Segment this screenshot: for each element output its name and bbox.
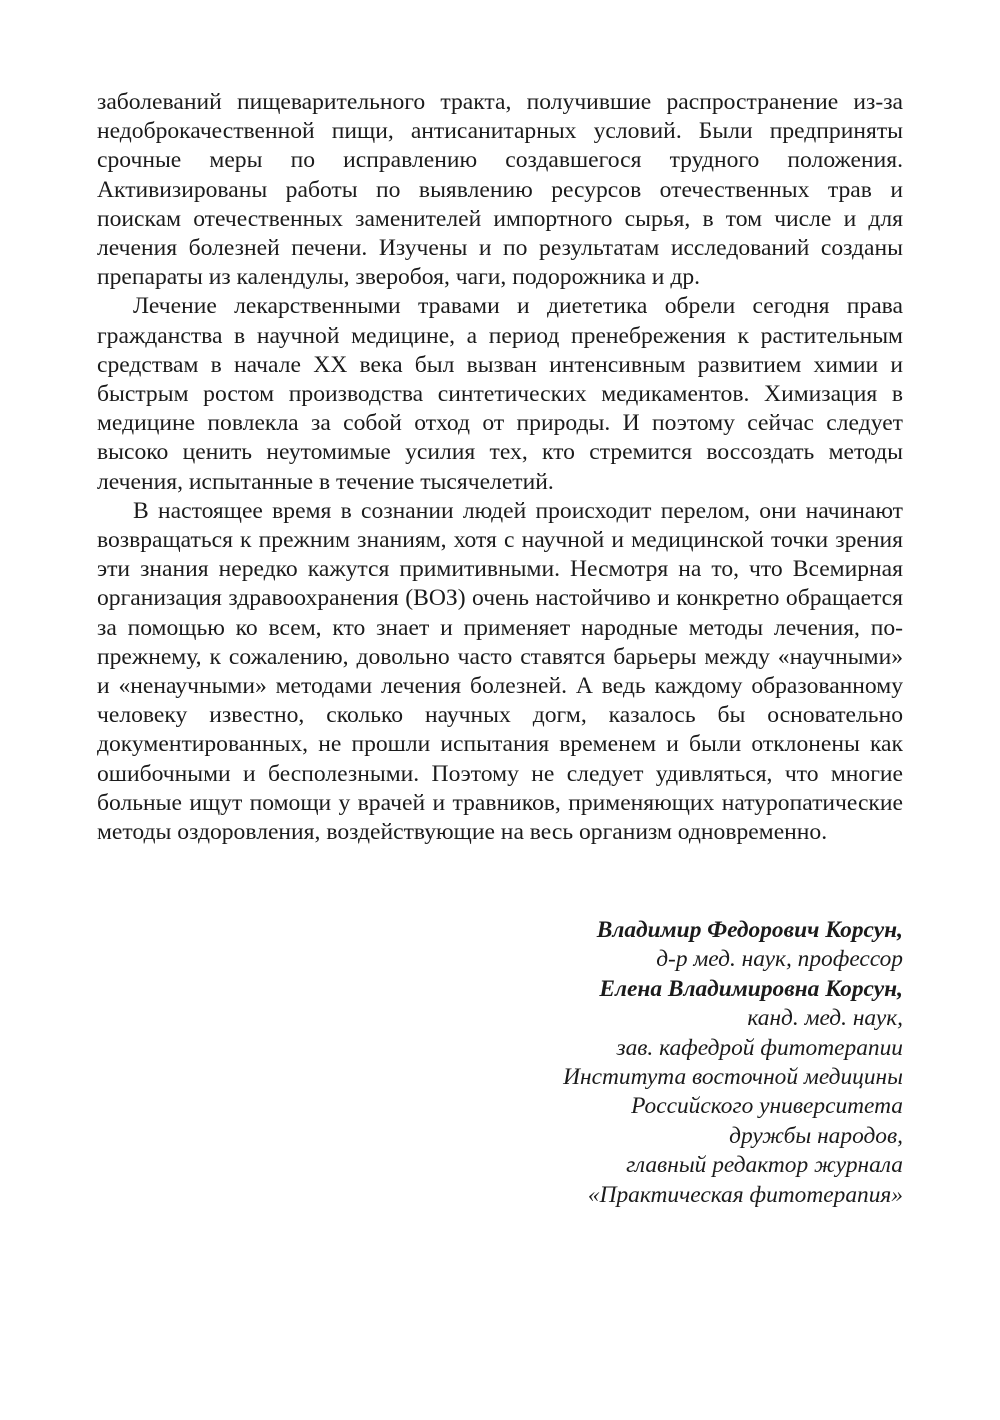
signature-role-line: главный редактор журнала xyxy=(626,1152,903,1179)
paragraph-2: Лечение лекарственными травами и диететика обрели сегодня права гражданства в научной медицине, а период пренебрежения к растительным средствам в начале XX века был вызван интенсивным развитием химии и быстрым ростом производства синтетических медикаментов. Химизация в медицине повлекла за собой отход от природы. И поэтому сейчас следует высоко ценить неутомимые усилия тех, кто стремится воссоздать методы лечения, испытанные в течение тысячелетий. xyxy=(97,293,903,495)
signature-author-name-2: Елена Владимировна Корсун, xyxy=(599,975,903,1002)
signature-affiliation-line-3: Российского университета xyxy=(631,1093,903,1120)
signature-affiliation-line-4: дружбы народов, xyxy=(729,1122,903,1149)
signature-affiliation-line-2: Института восточной медицины xyxy=(563,1064,903,1091)
signature-author-title-2: канд. мед. наук, xyxy=(747,1005,903,1032)
paragraph-3: В настоящее время в сознании людей происходит перелом, они начинают возвращаться к прежним знаниям, хотя с научной и медицинской точки зрения эти знания нередко кажутся примитивными. Несмотря на то, что Всемирная организация здравоохранения (ВОЗ) очень настойчиво и конкретно обращается за помощью ко всем, кто знает и применяет народные методы лечения, по-прежнему, к сожалению, довольно часто ставятся барьеры между «научными» и «ненаучными» методами лечения болезней. А ведь каждому образованному человеку известно, сколько научных догм, казалось бы основательно документированных, не прошли испытания временем и были отклонены как ошибочными и бесполезными. Поэтому не следует удивляться, что многие больные ищут помощи у врачей и травников, применяющих натуропатические методы оздоровления, воздействующие на весь организм одновременно. xyxy=(97,497,903,846)
signature-author-title-1: д-р мед. наук, профессор xyxy=(656,946,903,973)
signature-affiliation-line-1: зав. кафедрой фитотерапии xyxy=(616,1034,903,1061)
signature-journal-name: «Практическая фитотерапия» xyxy=(587,1181,903,1208)
paragraph-1: заболеваний пищеварительного тракта, получившие распространение из-за недоброкачественной пищи, антисанитарных условий. Были предприняты срочные меры по исправлению создавшегося трудного положения. Активизированы работы по выявлению ресурсов отечественных трав и поискам отечественных заменителей импортного сырья, в том числе и для лечения болезней печени. Изучены и по результатам исследований созданы препараты из календулы, зверобоя, чаги, подорожника и др. xyxy=(97,89,903,291)
signature-author-name-1: Владимир Федорович Корсун, xyxy=(596,917,903,943)
signature-block xyxy=(97,916,903,1210)
body-text-column xyxy=(97,88,903,847)
